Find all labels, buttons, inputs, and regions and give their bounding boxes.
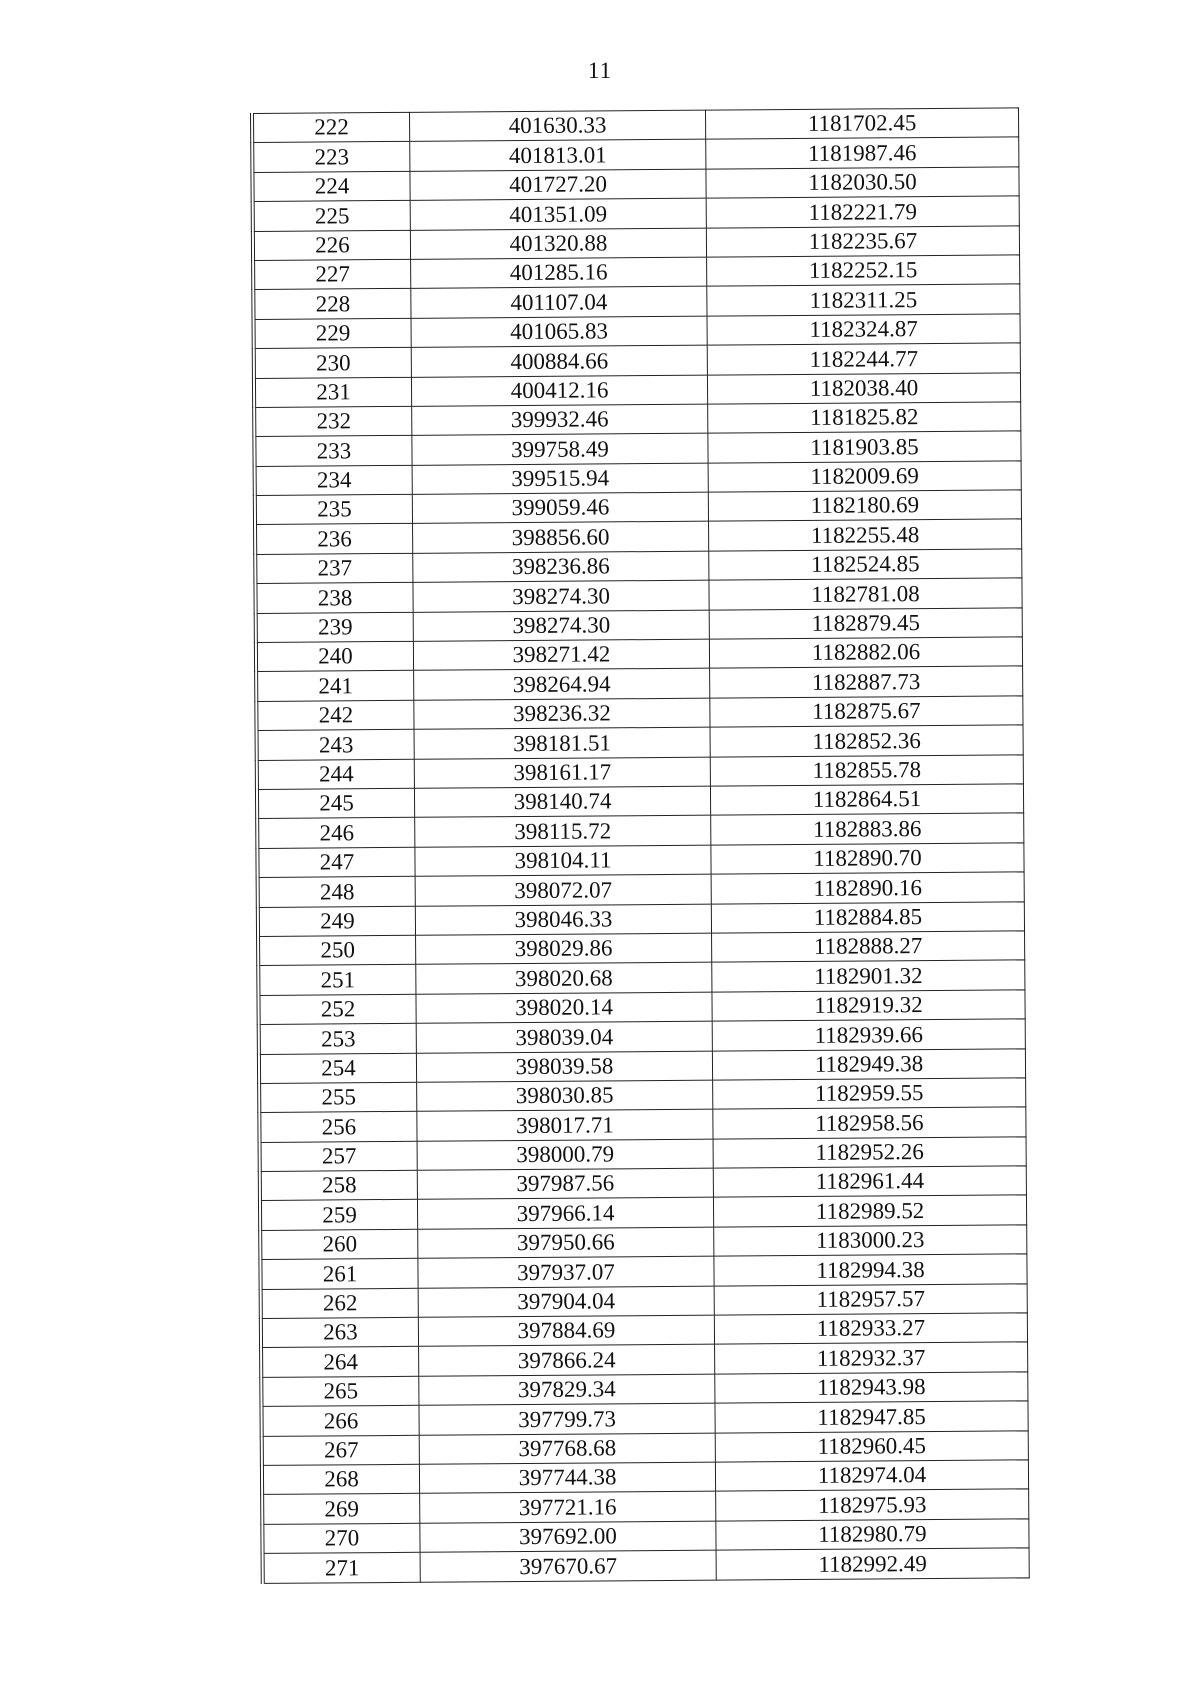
y-coordinate-cell: 1182311.25: [707, 284, 1020, 316]
x-coordinate-cell: 398274.30: [413, 610, 709, 642]
y-coordinate-cell: 1182992.49: [716, 1548, 1029, 1580]
point-number-cell: 271: [263, 1552, 421, 1583]
point-number-cell: 230: [254, 347, 412, 378]
table-row: [263, 1548, 1030, 1583]
y-coordinate-cell: 1182879.45: [709, 607, 1022, 639]
y-coordinate-cell: 1182958.56: [713, 1107, 1026, 1139]
point-number-cell: 246: [257, 818, 415, 849]
x-coordinate-cell: 398181.51: [414, 727, 710, 759]
y-coordinate-cell: 1182919.32: [712, 990, 1025, 1022]
point-number-cell: 262: [261, 1288, 419, 1319]
x-coordinate-cell: 397987.56: [417, 1168, 713, 1200]
point-number-cell: 259: [260, 1200, 418, 1231]
x-coordinate-cell: 398029.86: [416, 933, 712, 965]
y-coordinate-cell: 1182883.86: [711, 813, 1024, 845]
point-number-cell: 232: [254, 406, 412, 437]
point-number-cell: 226: [253, 230, 411, 261]
y-coordinate-cell: 1182947.85: [715, 1401, 1028, 1433]
point-number-cell: 239: [256, 612, 414, 643]
x-coordinate-cell: 398161.17: [414, 757, 710, 789]
point-number-cell: 236: [255, 524, 413, 555]
x-coordinate-cell: 397904.04: [418, 1286, 714, 1318]
x-coordinate-cell: 398039.04: [416, 1021, 712, 1053]
point-number-cell: 254: [259, 1053, 417, 1084]
y-coordinate-cell: 1182324.87: [707, 314, 1020, 346]
x-coordinate-cell: 401630.33: [409, 110, 705, 142]
x-coordinate-cell: 397866.24: [419, 1345, 715, 1377]
x-coordinate-cell: 398104.11: [415, 845, 711, 877]
x-coordinate-cell: 397950.66: [418, 1227, 714, 1259]
y-coordinate-cell: 1182884.85: [711, 901, 1024, 933]
y-coordinate-cell: 1182038.40: [707, 372, 1020, 404]
x-coordinate-cell: 400884.66: [411, 345, 707, 377]
point-number-cell: 258: [260, 1170, 418, 1201]
x-coordinate-cell: 398236.32: [414, 698, 710, 730]
point-number-cell: 256: [259, 1112, 417, 1143]
point-number-cell: 265: [261, 1376, 419, 1407]
y-coordinate-cell: 1182890.16: [711, 872, 1024, 904]
y-coordinate-cell: 1182888.27: [712, 931, 1025, 963]
x-coordinate-cell: 397692.00: [420, 1521, 716, 1553]
y-coordinate-cell: 1182949.38: [712, 1048, 1025, 1080]
point-number-cell: 224: [252, 171, 410, 202]
point-number-cell: 234: [255, 465, 413, 496]
coordinates-table: [250, 107, 1030, 1583]
x-coordinate-cell: 399515.94: [412, 463, 708, 495]
y-coordinate-cell: 1182009.69: [708, 461, 1021, 493]
x-coordinate-cell: 400412.16: [411, 375, 707, 407]
point-number-cell: 227: [253, 259, 411, 290]
y-coordinate-cell: 1182901.32: [712, 960, 1025, 992]
x-coordinate-cell: 398017.71: [417, 1109, 713, 1141]
y-coordinate-cell: 1182244.77: [707, 343, 1020, 375]
x-coordinate-cell: 398236.86: [413, 551, 709, 583]
point-number-cell: 252: [258, 994, 416, 1025]
x-coordinate-cell: 398115.72: [415, 816, 711, 848]
y-coordinate-cell: 1182943.98: [715, 1372, 1028, 1404]
x-coordinate-cell: 398020.68: [416, 962, 712, 994]
y-coordinate-cell: 1181825.82: [708, 402, 1021, 434]
x-coordinate-cell: 398072.07: [415, 874, 711, 906]
y-coordinate-cell: 1182221.79: [706, 196, 1019, 228]
x-coordinate-cell: 401351.09: [410, 198, 706, 230]
y-coordinate-cell: 1181987.46: [706, 137, 1019, 169]
y-coordinate-cell: 1182975.93: [716, 1489, 1029, 1521]
x-coordinate-cell: 398140.74: [414, 786, 710, 818]
point-number-cell: 270: [262, 1523, 420, 1554]
y-coordinate-cell: 1182932.37: [715, 1342, 1028, 1374]
x-coordinate-cell: 401107.04: [411, 287, 707, 319]
y-coordinate-cell: 1182180.69: [708, 490, 1021, 522]
point-number-cell: 268: [262, 1464, 420, 1495]
x-coordinate-cell: 397966.14: [417, 1198, 713, 1230]
y-coordinate-cell: 1182030.50: [706, 167, 1019, 199]
point-number-cell: 250: [258, 935, 416, 966]
point-number-cell: 261: [260, 1259, 418, 1290]
y-coordinate-cell: 1182882.06: [709, 637, 1022, 669]
point-number-cell: 240: [256, 641, 414, 672]
y-coordinate-cell: 1182960.45: [715, 1430, 1028, 1462]
point-number-cell: 245: [257, 788, 415, 819]
point-number-cell: 242: [256, 700, 414, 731]
y-coordinate-cell: 1182961.44: [713, 1166, 1026, 1198]
y-coordinate-cell: 1182959.55: [713, 1078, 1026, 1110]
y-coordinate-cell: 1181903.85: [708, 431, 1021, 463]
point-number-cell: 247: [257, 847, 415, 878]
y-coordinate-cell: 1182952.26: [713, 1137, 1026, 1169]
x-coordinate-cell: 399758.49: [412, 433, 708, 465]
x-coordinate-cell: 397744.38: [419, 1462, 715, 1494]
page-number: 11: [587, 58, 613, 83]
x-coordinate-cell: 398264.94: [414, 669, 710, 701]
y-coordinate-cell: 1182524.85: [709, 549, 1022, 581]
point-number-cell: 231: [254, 377, 412, 408]
x-coordinate-cell: 398271.42: [413, 639, 709, 671]
point-number-cell: 255: [259, 1082, 417, 1113]
y-coordinate-cell: 1182989.52: [713, 1195, 1026, 1227]
x-coordinate-cell: 397884.69: [418, 1315, 714, 1347]
x-coordinate-cell: 397937.07: [418, 1256, 714, 1288]
y-coordinate-cell: 1182974.04: [715, 1460, 1028, 1492]
y-coordinate-cell: 1182255.48: [709, 519, 1022, 551]
point-number-cell: 223: [252, 142, 410, 173]
y-coordinate-cell: 1182957.57: [714, 1283, 1027, 1315]
point-number-cell: 229: [254, 318, 412, 349]
y-coordinate-cell: 1182994.38: [714, 1254, 1027, 1286]
x-coordinate-cell: 401285.16: [411, 257, 707, 289]
point-number-cell: 266: [261, 1405, 419, 1436]
x-coordinate-cell: 401813.01: [410, 140, 706, 172]
point-number-cell: 260: [260, 1229, 418, 1260]
point-number-cell: 248: [258, 876, 416, 907]
y-coordinate-cell: 1182933.27: [714, 1313, 1027, 1345]
y-coordinate-cell: 1183000.23: [714, 1225, 1027, 1257]
x-coordinate-cell: 398030.85: [417, 1080, 713, 1112]
y-coordinate-cell: 1182980.79: [716, 1519, 1029, 1551]
x-coordinate-cell: 397721.16: [420, 1491, 716, 1523]
y-coordinate-cell: 1182887.73: [710, 666, 1023, 698]
point-number-cell: 269: [262, 1494, 420, 1525]
y-coordinate-cell: 1182890.70: [711, 843, 1024, 875]
x-coordinate-cell: 398000.79: [417, 1139, 713, 1171]
point-number-cell: 264: [261, 1347, 419, 1378]
point-number-cell: 249: [258, 906, 416, 937]
point-number-cell: 263: [261, 1317, 419, 1348]
x-coordinate-cell: 398039.58: [416, 1051, 712, 1083]
coordinates-table-body: [252, 108, 1029, 1583]
x-coordinate-cell: 399059.46: [412, 492, 708, 524]
x-coordinate-cell: 397670.67: [420, 1550, 716, 1582]
x-coordinate-cell: 398046.33: [415, 904, 711, 936]
x-coordinate-cell: 398020.14: [416, 992, 712, 1024]
point-number-cell: 233: [254, 436, 412, 467]
y-coordinate-cell: 1182252.15: [707, 255, 1020, 287]
x-coordinate-cell: 401065.83: [411, 316, 707, 348]
x-coordinate-cell: 398274.30: [413, 580, 709, 612]
y-coordinate-cell: 1182864.51: [710, 784, 1023, 816]
y-coordinate-cell: 1182875.67: [710, 696, 1023, 728]
y-coordinate-cell: 1182852.36: [710, 725, 1023, 757]
x-coordinate-cell: 401727.20: [410, 169, 706, 201]
point-number-cell: 241: [256, 671, 414, 702]
point-number-cell: 238: [255, 583, 413, 614]
point-number-cell: 253: [259, 1023, 417, 1054]
point-number-cell: 222: [252, 112, 410, 143]
point-number-cell: 251: [258, 965, 416, 996]
x-coordinate-cell: 399932.46: [412, 404, 708, 436]
y-coordinate-cell: 1182235.67: [706, 225, 1019, 257]
x-coordinate-cell: 397799.73: [419, 1403, 715, 1435]
x-coordinate-cell: 398856.60: [413, 522, 709, 554]
x-coordinate-cell: 397768.68: [419, 1433, 715, 1465]
point-number-cell: 257: [260, 1141, 418, 1172]
x-coordinate-cell: 397829.34: [419, 1374, 715, 1406]
point-number-cell: 267: [262, 1435, 420, 1466]
point-number-cell: 228: [253, 289, 411, 320]
point-number-cell: 244: [257, 759, 415, 790]
point-number-cell: 235: [255, 494, 413, 525]
y-coordinate-cell: 1182781.08: [709, 578, 1022, 610]
y-coordinate-cell: 1181702.45: [705, 108, 1018, 140]
point-number-cell: 225: [253, 201, 411, 232]
x-coordinate-cell: 401320.88: [410, 228, 706, 260]
y-coordinate-cell: 1182939.66: [712, 1019, 1025, 1051]
y-coordinate-cell: 1182855.78: [710, 754, 1023, 786]
point-number-cell: 243: [257, 730, 415, 761]
point-number-cell: 237: [255, 553, 413, 584]
